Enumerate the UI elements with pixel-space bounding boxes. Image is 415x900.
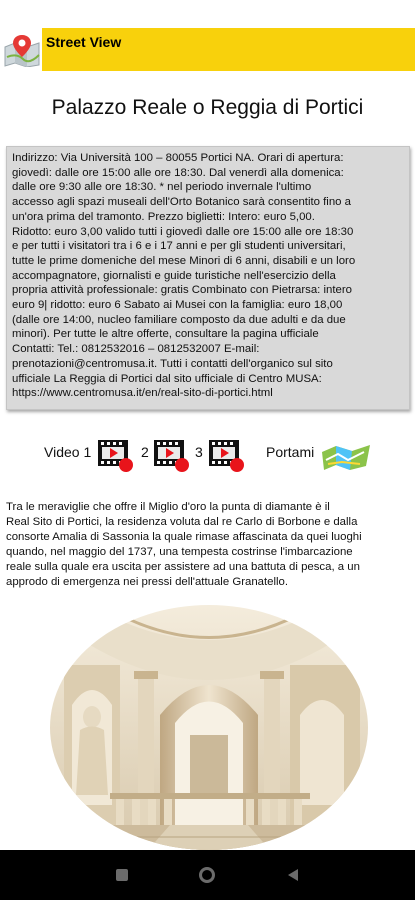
info-line: ufficiale La Reggia di Portici dal sito ufficiale di Centro MUSA: xyxy=(12,372,322,385)
info-line: Ridotto: euro 3,00 valido tutti i giovedì dalle ore 15:00 alle ore 18:30 xyxy=(12,225,354,238)
info-line: minori). Per tutte le altre offerte, consultare la pagina ufficiale xyxy=(12,328,319,341)
palace-interior-image xyxy=(50,605,368,850)
film-play-icon[interactable] xyxy=(207,438,247,474)
info-line: euro 9| ridotto: euro 6 Sabato ai Musei con la famiglia: euro 18,00 xyxy=(12,299,343,312)
info-line: e per tutti i visitatori tra i 6 e i 17 anni e per gli studenti universitari, xyxy=(12,240,346,253)
info-line: Indirizzo: Via Università 100 – 80055 Portici NA. Orari di apertura: xyxy=(12,152,344,164)
map-pin-icon[interactable] xyxy=(3,33,41,67)
description-line: Tra le meraviglie che offre il Miglio d'oro la punta di diamante è il xyxy=(6,501,330,513)
info-line: dalle ore 9:30 alle ore 18:30. * nel periodo invernale l'ultimo xyxy=(12,181,312,194)
info-line: (dalle ore 14:00, nucleo familiare composto da due adulti e da due xyxy=(12,313,346,326)
app-header xyxy=(0,0,415,71)
film-play-icon[interactable] xyxy=(152,438,192,474)
info-line[interactable]: https://www.centromusa.it/en/real-sito-di-portici.html xyxy=(12,387,273,400)
description-paragraph xyxy=(6,500,410,590)
description-line: consorte Amalia di Sassonia la quale rimase affascinata da quei luoghi xyxy=(6,531,362,543)
description-line: reale sulla quale era uscita per assistere ad una battuta di pesca, a un xyxy=(6,561,360,573)
info-line: propria attività professionale: gratis Combinato con Pietrarsa: intero xyxy=(12,284,352,297)
palace-photo xyxy=(50,605,368,850)
portami-label[interactable]: Portami xyxy=(266,444,315,460)
info-line: tutte le prime domeniche del mese Minori di 6 anni, disabili e un loro xyxy=(12,254,356,267)
circle-home-icon[interactable] xyxy=(190,850,224,900)
description-line: approdo di emergenza nei pressi dell'attuale Granatello. xyxy=(6,576,289,588)
page-title: Palazzo Reale o Reggia di Portici xyxy=(51,96,364,119)
info-line: accesso agli spazi museali dell'Orto Botanico sarà consentito fino a xyxy=(12,196,352,209)
video-1-label[interactable]: Video 1 xyxy=(44,444,92,460)
info-line: un'ora prima del tramonto. Prezzo biglietti: Intero: euro 5,00. xyxy=(12,210,315,223)
street-view-label[interactable]: Street View xyxy=(46,34,122,50)
video-3-label[interactable]: 3 xyxy=(195,444,203,460)
map-directions-icon[interactable] xyxy=(320,442,372,472)
info-line: giovedì: dalle ore 15:00 alle ore 18:30. Dal venerdì alla domenica: xyxy=(12,166,344,179)
square-recent-icon[interactable] xyxy=(105,850,139,900)
triangle-back-icon[interactable] xyxy=(276,850,310,900)
description-line: Real Sito di Portici, la residenza voluta dal re Carlo di Borbone e dalla xyxy=(6,516,358,528)
info-line[interactable]: prenotazioni@centromusa.it. Tutti i contatti dell'organico sul sito xyxy=(12,357,333,370)
video-2-label[interactable]: 2 xyxy=(141,444,149,460)
system-nav-bar xyxy=(0,850,415,900)
info-box xyxy=(6,146,410,410)
description-line: quando, nel maggio del 1737, una tempesta costrinse l'imbarcazione xyxy=(6,546,353,558)
film-play-icon[interactable] xyxy=(96,438,136,474)
media-row xyxy=(0,432,415,472)
info-line: accompagnatore, giornalisti e guide turistiche nell'esercizio della xyxy=(12,269,336,282)
info-line: Contatti: Tel.: 0812532016 – 0812532007 E-mail: xyxy=(12,343,260,356)
